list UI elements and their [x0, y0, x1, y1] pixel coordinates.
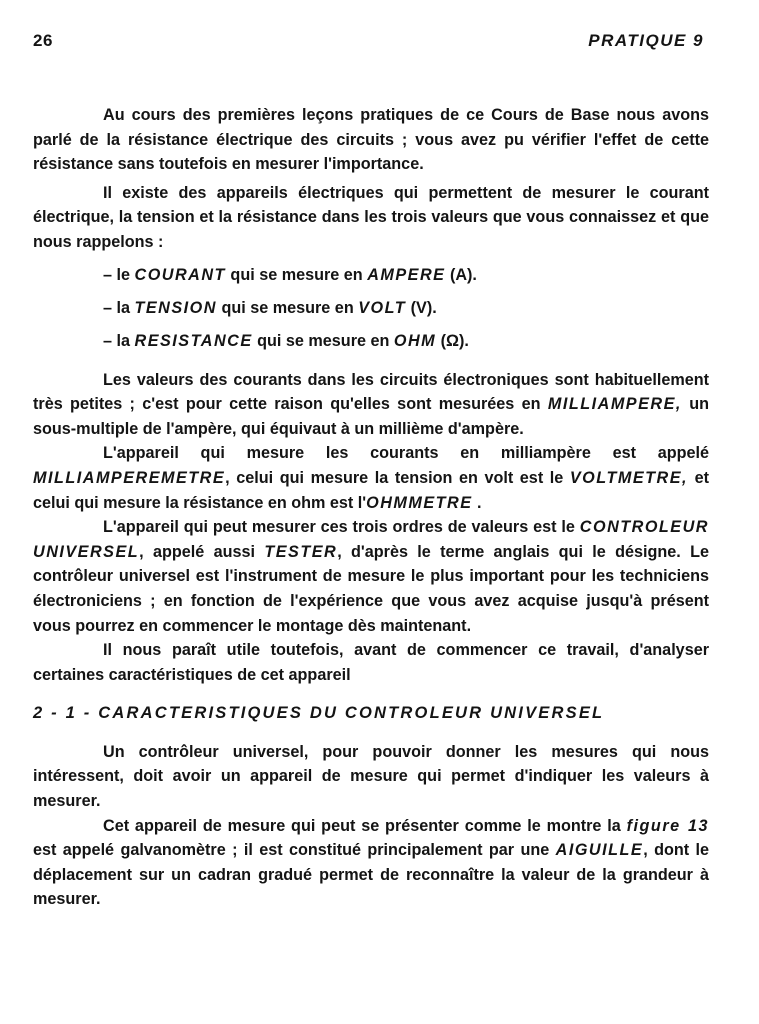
paragraph-controleur-definition: Un contrôleur universel, pour pouvoir donner les mesures qui nous intéressent, doit avoir un appareil de mesure qui permet d'indiquer les valeurs à mesurer. [33, 742, 709, 811]
section-heading: 2 - 1 - CARACTERISTIQUES DU CONTROLEUR UNIVERSEL [33, 704, 605, 723]
list-item-current: – le COURANT qui se mesure en AMPERE (A). [103, 265, 477, 284]
paragraph-devices: Il existe des appareils électriques qui permettent de mesurer le courant électrique, la tension et la résistance dans les trois valeurs que vous connaissez et que nous rappelons : [33, 183, 709, 251]
units-list [33, 259, 709, 358]
paragraph-controleur: L'appareil qui peut mesurer ces trois ordres de valeurs est le CONTROLEUR UNIVERSEL, appelé aussi TESTER, d'après le terme anglais qui le désigne. Le contrôleur universel est l'instrument de mesure le plus important pour les techniciens électroniciens ; en fonction de l'expérience que vous avez acquise jusqu'à présent vous pourrez en commencer le montage dès maintenant. [33, 518, 710, 635]
paragraph-analysis: Il nous paraît utile toutefois, avant de commencer ce travail, d'analyser certaines caractéristiques de cet appareil [33, 641, 709, 684]
running-header: PRATIQUE 9 [588, 31, 704, 50]
body-text [33, 103, 709, 912]
list-item-resistance: – la RESISTANCE qui se mesure en OHM (Ω). [103, 331, 469, 350]
paragraph-meters: L'appareil qui mesure les courants en milliampère est appelé MILLIAMPEREMETRE, celui qui mesure la tension en volt est le VOLTMETRE, et celui qui mesure la résistance en ohm est l'OHMMETRE . [33, 444, 709, 512]
paragraph-milliampere: Les valeurs des courants dans les circuits électroniques sont habituellement très petites ; c'est pour cette raison qu'elles sont mesurées en MILLIAMPERE, un sous-multiple de l'ampère, qui équivaut à un millième d'ampère. [33, 370, 710, 438]
paragraph-intro: Au cours des premières leçons pratiques de ce Cours de Base nous avons parlé de la résistance électrique des circuits ; vous avez pu vérifier l'effet de cette résistance sans toutefois en mesurer l'importance. [33, 106, 709, 174]
list-item-voltage: – la TENSION qui se mesure en VOLT (V). [103, 298, 437, 317]
page-number: 26 [33, 31, 53, 50]
paragraph-galvanometre: Cet appareil de mesure qui peut se présenter comme le montre la figure 13 est appelé galvanomètre ; il est constitué principalement par une AIGUILLE, dont le déplacement sur un cadran gradué permet de reconnaître la valeur de la grandeur à mesurer. [33, 816, 710, 909]
